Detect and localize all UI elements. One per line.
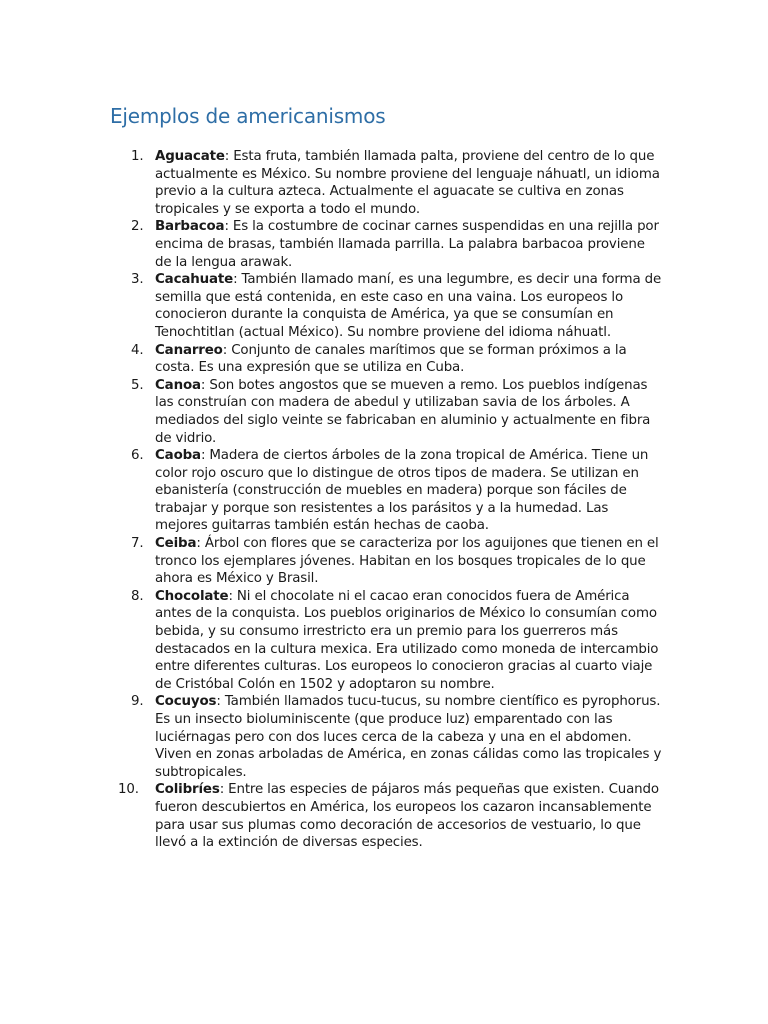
list-item-definition: : Madera de ciertos árboles de la zona tropical de América. Tiene un color rojo oscuro que lo distingue de otros tipos de madera. Se utilizan en ebanistería (construcción de muebles en madera) porque son fáciles de trabajar y porque son resistentes a los parásitos y a la humedad. Las mejores guitarras también están hechas de caoba. (155, 448, 649, 534)
list-item-definition: : Es la costumbre de cocinar carnes suspendidas en una rejilla por encima de brasas, también llamada parrilla. La palabra barbacoa proviene de la lengua arawak. (155, 219, 659, 270)
list-item-text (155, 535, 663, 588)
list-item-text (155, 271, 663, 341)
list-item-number: 10. (118, 782, 139, 798)
list-item-term: Ceiba (155, 536, 197, 552)
list-item (118, 218, 663, 271)
list-item (118, 342, 663, 377)
list-item-text (155, 218, 663, 271)
list-item-definition: : Son botes angostos que se mueven a remo. Los pueblos indígenas las construían con madera de abedul y utilizaban savia de los árboles. A mediados del siglo veinte se fabricaban en aluminio y actualmente en fibra de vidrio. (155, 377, 651, 446)
list-item (118, 148, 663, 218)
list-item-number: 1. (131, 149, 144, 164)
list-item (118, 535, 663, 588)
list-item-term: Cocuyos (155, 694, 217, 710)
list-item-text (155, 148, 663, 218)
list-item-text (155, 781, 663, 851)
list-item-term: Aguacate (155, 149, 225, 164)
list-item-number: 4. (131, 342, 144, 358)
list-item-definition: : Ni el chocolate ni el cacao eran conocidos fuera de América antes de la conquista. Los pueblos originarios de México lo consumían como bebida, y su consumo irrestricto era un premio para los guerreros más destacados en la cultura mexica. Era utilizado como moneda de intercambio entre diferentes culturas. Los europeos lo conocieron gracias al cuarto viaje de Cristóbal Colón en 1502 y adoptaron su nombre. (155, 588, 659, 692)
list-item (118, 781, 663, 851)
list-item-definition: : Esta fruta, también llamada palta, proviene del centro de lo que actualmente es México. Su nombre proviene del lenguaje náhuatl, un idioma previo a la cultura azteca. Actualmente el aguacate se cultiva en zonas tropicales y se exporta a todo el mundo. (155, 149, 660, 217)
list-item-term: Caoba (155, 448, 201, 464)
list-item (118, 377, 663, 447)
list-item-number: 8. (131, 588, 144, 604)
list-item-term: Canoa (155, 377, 201, 393)
list-item-text (155, 693, 663, 781)
list-item-term: Chocolate (155, 588, 229, 604)
list-item-term: Cacahuate (155, 272, 234, 288)
list-item-definition: : Árbol con flores que se caracteriza por los aguijones que tienen en el tronco los ejemplares jóvenes. Habitan en los bosques tropicales de lo que ahora es México y Brasil. (155, 536, 659, 587)
list-item-term: Barbacoa (155, 219, 225, 235)
list-item-number: 9. (131, 694, 144, 710)
list-item-term: Colibríes (155, 782, 220, 798)
list-item-number: 5. (131, 377, 144, 393)
list-item (118, 271, 663, 341)
list-item-number: 7. (131, 536, 144, 552)
list-item-text (155, 342, 663, 377)
list-item (118, 447, 663, 535)
list-item (118, 588, 663, 694)
list-item (118, 693, 663, 781)
list-item-definition: : También llamado maní, es una legumbre, es decir una forma de semilla que está contenida, en este caso en una vaina. Los europeos lo conocieron durante la conquista de América, ya que se consumían en Tenochtitlan (actual México). Su nombre proviene del idioma náhuatl. (155, 272, 662, 340)
list-item-number: 3. (131, 272, 144, 288)
list-item-text (155, 377, 663, 447)
list-item-number: 2. (131, 219, 144, 235)
list-item-number: 6. (131, 448, 144, 464)
list-item-text (155, 588, 663, 694)
list-item-term: Canarreo (155, 342, 223, 358)
list-item-definition: : También llamados tucu-tucus, su nombre científico es pyrophorus. Es un insecto bioluminiscente (que produce luz) emparentado con las luciérnagas pero con dos luces cerca de la cabeza y una en el abdomen. Viven en zonas arboladas de América, en zonas cálidas como las tropicales y subtropicales. (155, 694, 662, 780)
americanisms-list (118, 148, 663, 852)
list-item-text (155, 447, 663, 535)
page-title: Ejemplos de americanismos (110, 104, 386, 128)
list-item-definition: : Entre las especies de pájaros más pequeñas que existen. Cuando fueron descubiertos en América, los europeos los cazaron incansablemente para usar sus plumas como decoración de accesorios de vestuario, lo que llevó a la extinción de diversas especies. (155, 782, 659, 851)
list-item-definition: : Conjunto de canales marítimos que se forman próximos a la costa. Es una expresión que se utiliza en Cuba. (155, 342, 627, 376)
